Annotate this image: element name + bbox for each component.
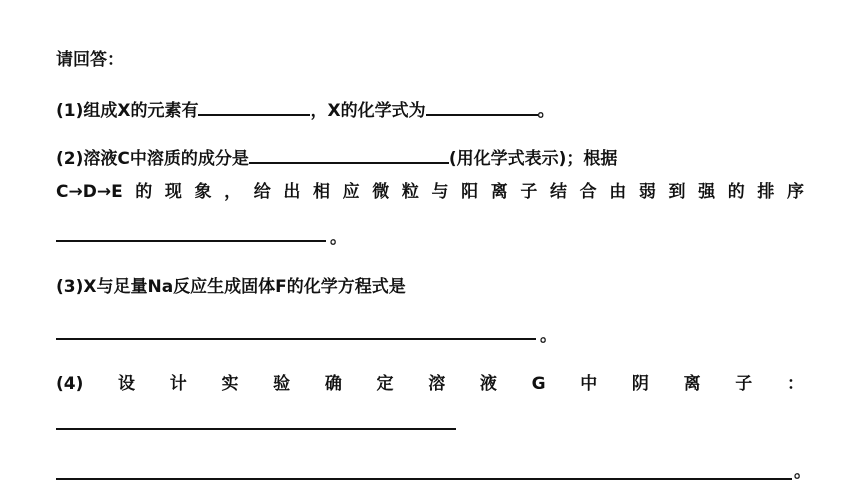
q2-blank-solute[interactable] [249, 144, 449, 164]
question-2-line-2: C→D→E的现象，给出相应微粒与阳离子结合由弱到强的排序 [56, 182, 804, 202]
q1-blank-elements[interactable] [198, 96, 310, 116]
question-3: (3)X与足量Na反应生成固体F的化学方程式是 [56, 277, 406, 297]
q1-prefix: (1)组成X的元素有 [56, 101, 199, 121]
q2-prefix: (2)溶液C中溶质的成分是 [56, 149, 249, 169]
q3-end: 。 [540, 326, 557, 346]
q4-blank-line-1[interactable] [56, 428, 456, 430]
q4-blank-line-2[interactable] [56, 478, 792, 480]
question-1 [56, 96, 555, 123]
q4-end: 。 [794, 462, 811, 482]
q2-end: 。 [330, 228, 347, 248]
q2-mid: (用化学式表示)；根据 [448, 149, 618, 169]
q2-blank-order[interactable] [56, 240, 326, 242]
q1-blank-formula[interactable] [426, 96, 538, 116]
q1-mid: ，X的化学式为 [310, 101, 426, 121]
heading: 请回答： [56, 50, 124, 70]
q1-end: 。 [537, 101, 555, 121]
q3-blank-equation[interactable] [56, 338, 536, 340]
question-4: (4)设计实验确定溶液G中阴离子： [56, 374, 804, 394]
question-2-line-1 [56, 144, 617, 171]
